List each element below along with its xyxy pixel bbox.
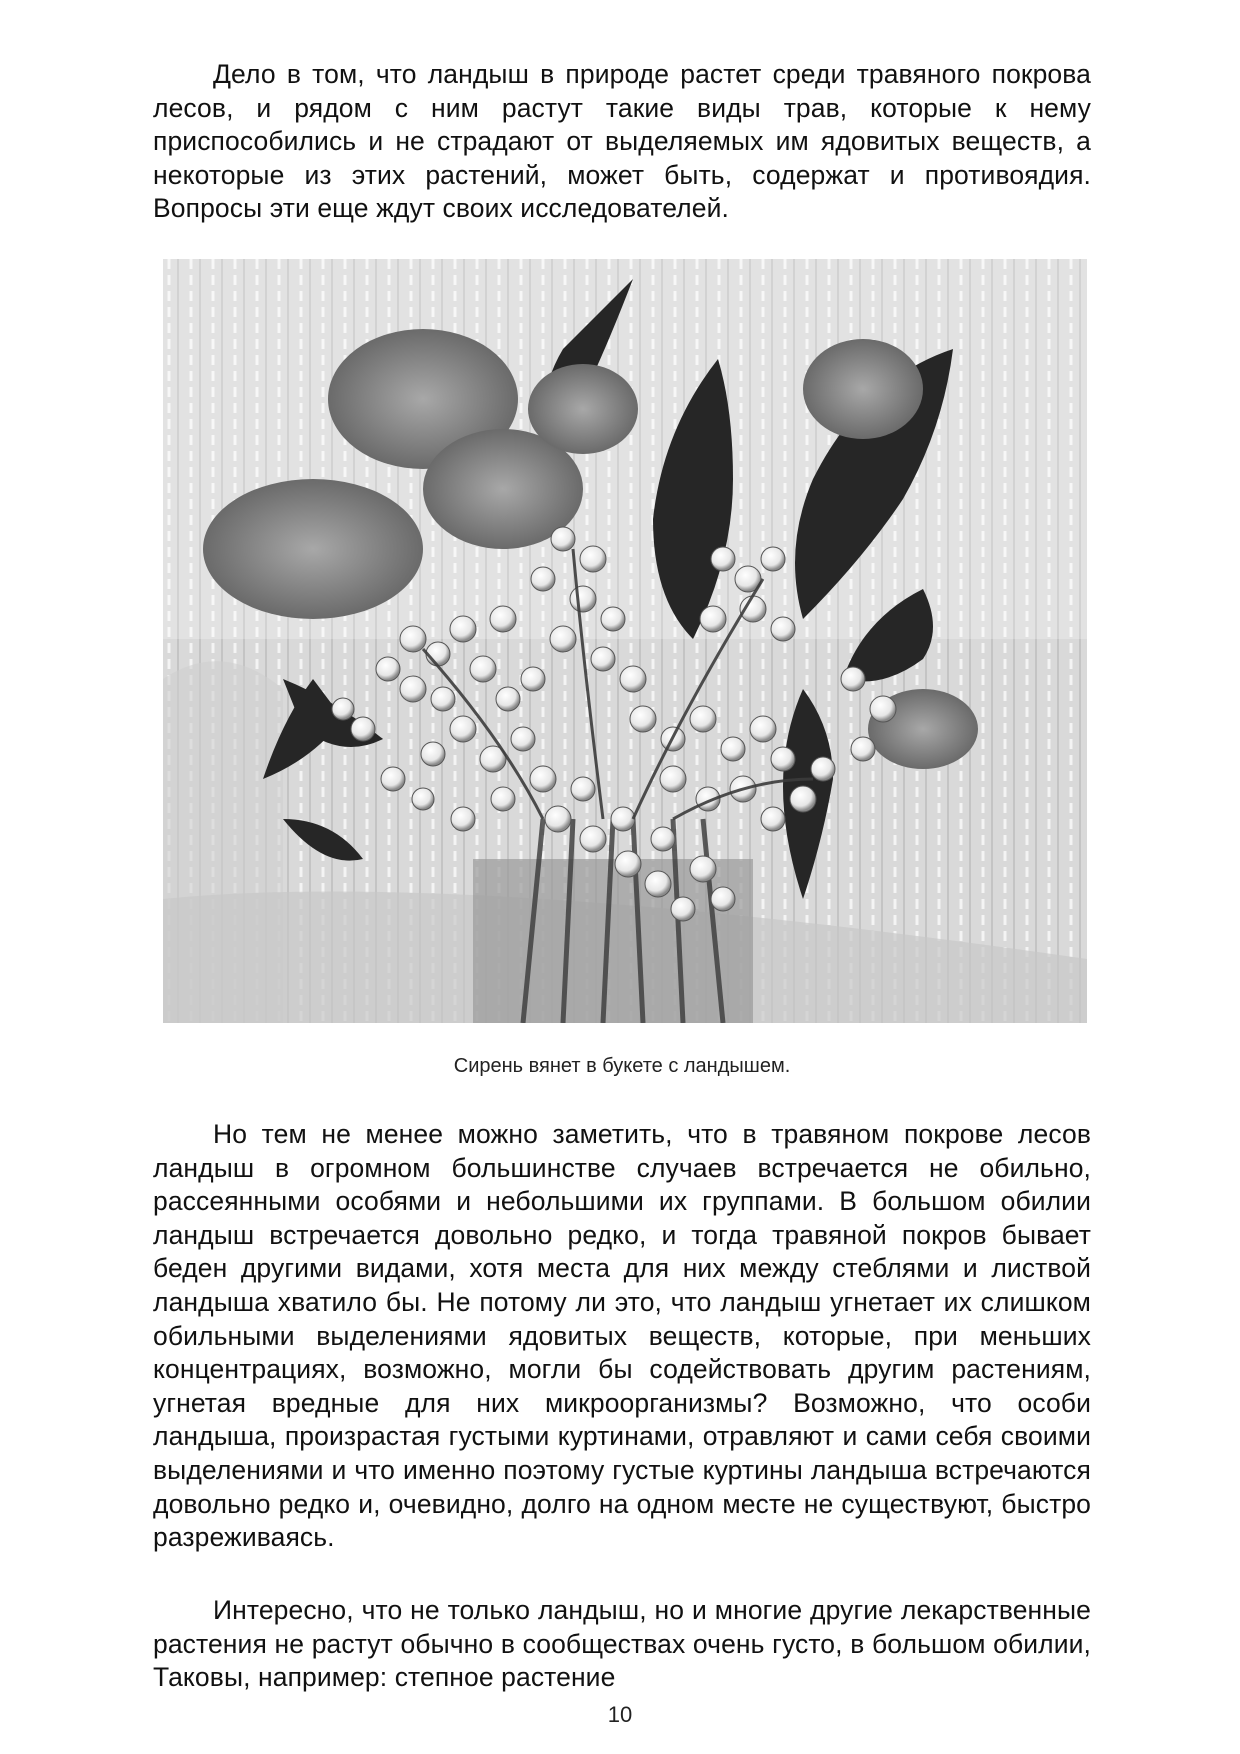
paragraph-1: Дело в том, что ландыш в природе растет среди травяного покрова лесов, и рядом с ним растут такие виды трав, которые к нему приспособились и не страдают от выделяемых им ядовитых веществ, а некоторые из этих растений, может быть, содержат и противоядия. Вопросы эти еще ждут своих исследователей. <box>153 59 1091 224</box>
page-number: 10 <box>607 1702 633 1727</box>
figure-caption: Сирень вянет в букете с ландышем. <box>453 1055 791 1077</box>
paragraph-3: Интересно, что не только ландыш, но и многие другие лекарственные растения не растут обычно в сообществах очень густо, в большом обилии, Таковы, например: степное растение <box>153 1595 1091 1693</box>
bouquet-photo-illustration <box>163 259 1087 1023</box>
bouquet-photo <box>163 259 1087 1023</box>
paragraph-2: Но тем не менее можно заметить, что в травяном покрове лесов ландыш в огромном большинстве случаев встречается не обильно, рассеянными особями и небольшими их группами. В большом обилии ландыш встречается довольно редко, и тогда травяной покров бывает беден другими видами, хотя места для них между стеблями и листвой ландыша хватило бы. Не потому ли это, что ландыш угнетает их слишком обильными выделениями ядовитых веществ, которые, при меньших концентрациях, возможно, могли бы содействовать другим растениям, угнетая вредные для них микроорганизмы? Возможно, что особи ландыша, произрастая густыми куртинами, отравляют и сами себя своими выделениями и что именно поэтому густые куртины ландыша встречаются довольно редко и, очевидно, долго на одном месте не существуют, быстро разреживаясь. <box>153 1119 1091 1553</box>
